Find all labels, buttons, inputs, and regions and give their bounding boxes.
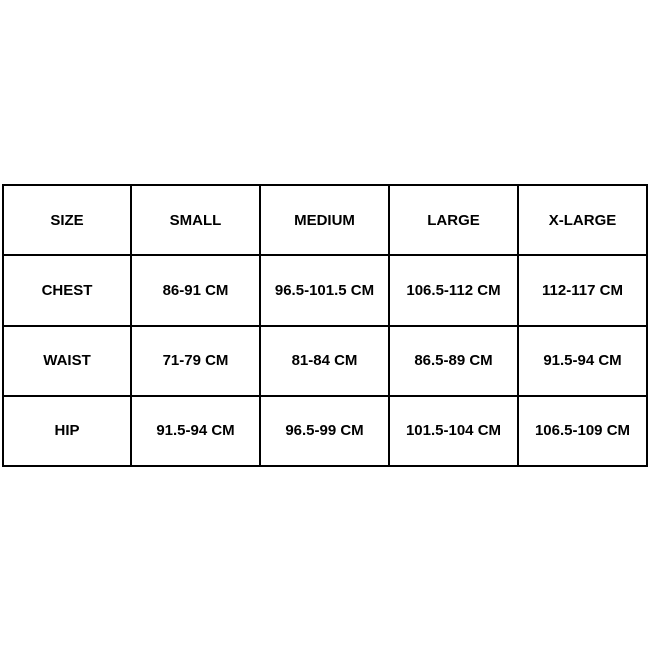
table-cell: 86-91 CM — [131, 255, 260, 325]
header-cell-small: SMALL — [131, 185, 260, 255]
table-row-waist — [3, 326, 647, 396]
table-cell: 81-84 CM — [260, 326, 389, 396]
row-label-waist: WAIST — [3, 326, 131, 396]
table-cell: 91.5-94 CM — [131, 396, 260, 466]
header-cell-large: LARGE — [389, 185, 518, 255]
table-cell: 71-79 CM — [131, 326, 260, 396]
table-cell: 96.5-99 CM — [260, 396, 389, 466]
header-cell-x-large: X-LARGE — [518, 185, 647, 255]
size-chart-table — [2, 184, 648, 467]
table-cell: 106.5-112 CM — [389, 255, 518, 325]
row-label-hip: HIP — [3, 396, 131, 466]
table-cell: 112-117 CM — [518, 255, 647, 325]
table-cell: 106.5-109 CM — [518, 396, 647, 466]
table-cell: 96.5-101.5 CM — [260, 255, 389, 325]
header-row — [3, 185, 647, 255]
table-row-chest — [3, 255, 647, 325]
header-cell-size: SIZE — [3, 185, 131, 255]
header-cell-medium: MEDIUM — [260, 185, 389, 255]
table-cell: 101.5-104 CM — [389, 396, 518, 466]
table-cell: 91.5-94 CM — [518, 326, 647, 396]
table-row-hip — [3, 396, 647, 466]
table-cell: 86.5-89 CM — [389, 326, 518, 396]
row-label-chest: CHEST — [3, 255, 131, 325]
